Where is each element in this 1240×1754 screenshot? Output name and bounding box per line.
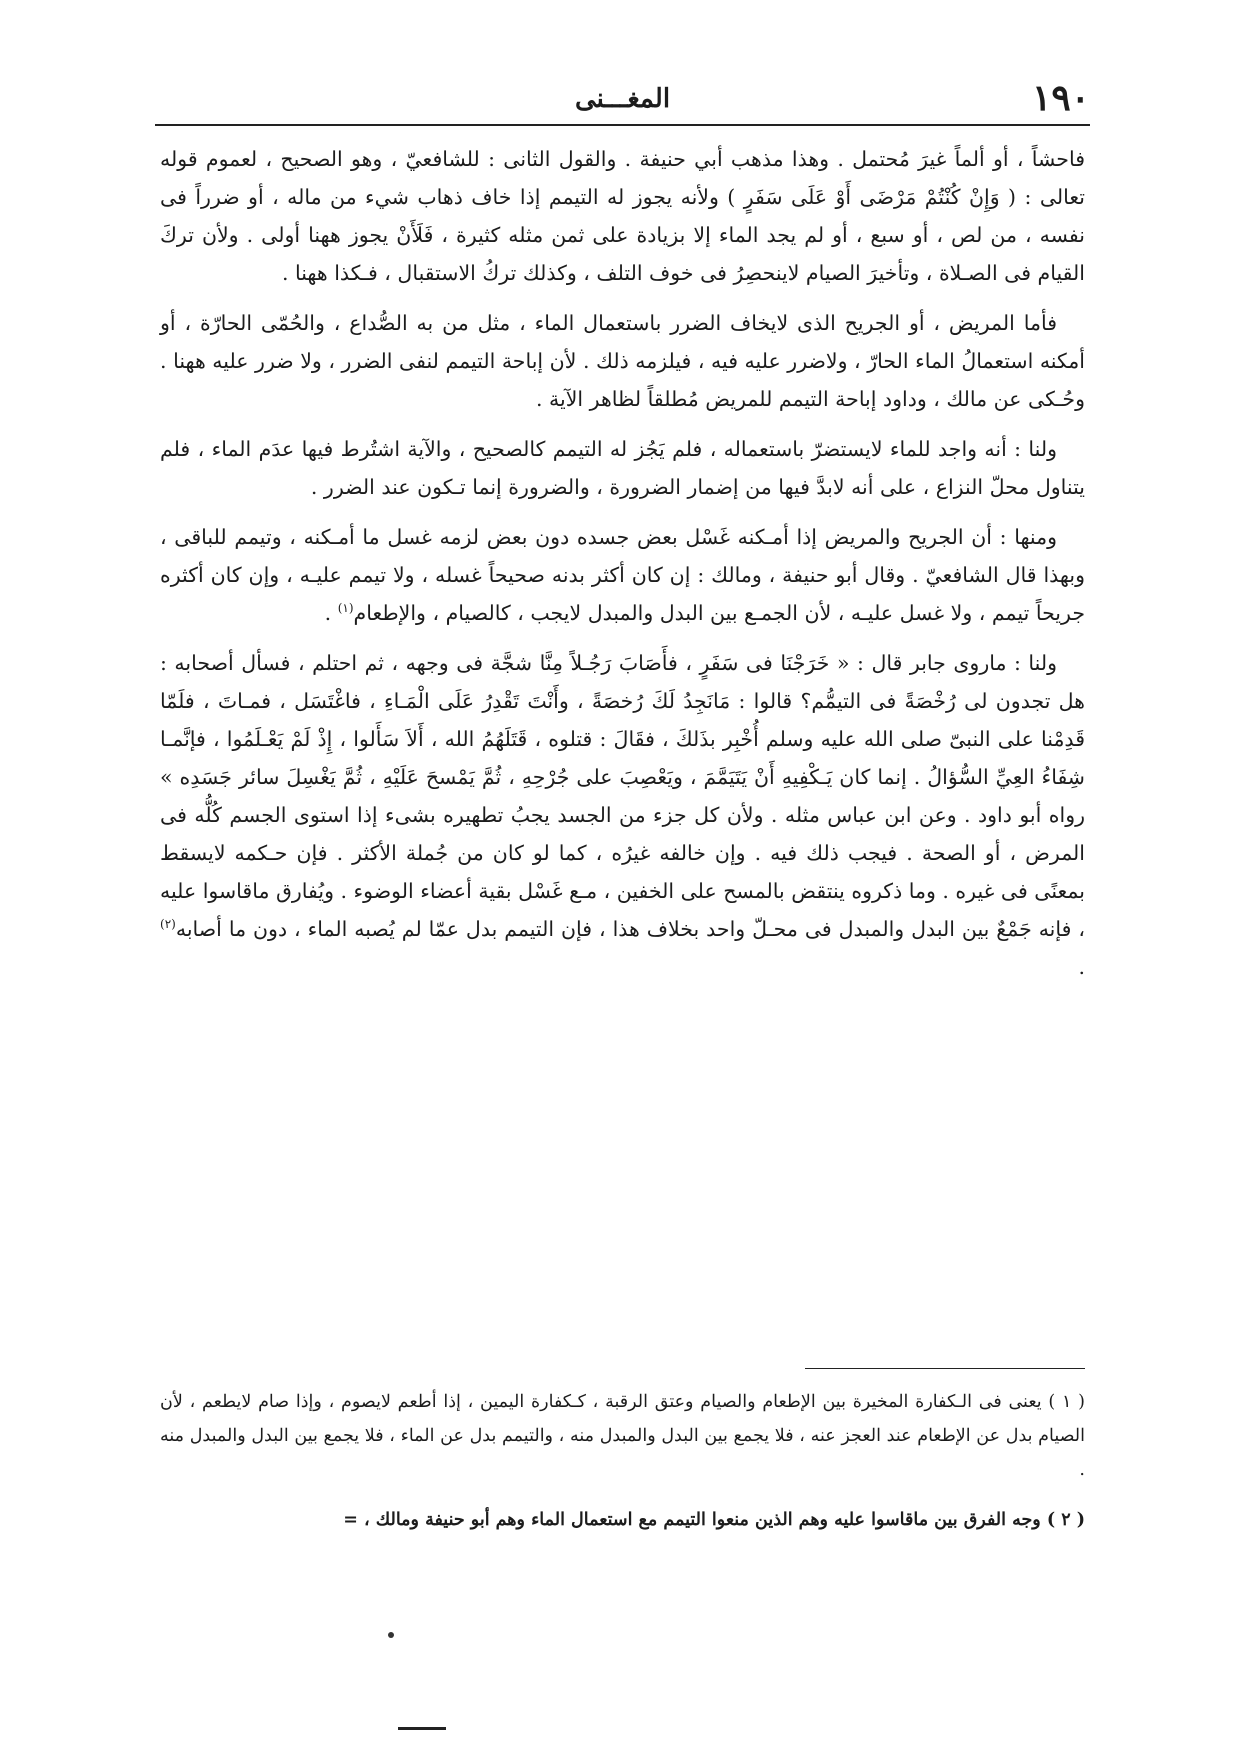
page-number: ١٩٠	[1031, 77, 1090, 119]
main-text	[160, 140, 1085, 998]
page-header	[155, 78, 1090, 118]
paragraph: ومنها : أن الجريح والمريض إذا أمـكنه غَسْل بعض جسده دون بعض لزمه غسل ما أمـكنه ، وتيمم للباقى ، وبهذا قال الشافعيّ . وقال أبو حنيفة ، ومالك : إن كان أكثر بدنه صحيحاً غسله ، ولا تيمم عليـه ، وإن كان أكثره جريحاً تيمم ، ولا غسل عليـه ، لأن الجمـع بين البدل والمبدل لايجب ، كالصيام ، والإطعام$^{(١)}$ .	[160, 525, 1085, 625]
paragraph: ولنا : ماروى جابر قال : « خَرَجْنَا فى سَفَرٍ ، فأَصَابَ رَجُـلاً مِنَّا شجَّة فى وجهه ، ثم احتلم ، فسأل أصحابه : هل تجدون لى رُخْصَةً فى التيمُّم؟ قالوا : مَانَجِدُ لَكَ رُخصَةً ، وأَنْتَ تَقْدِرُ عَلَى الْمَـاءِ ، فاغْتَسَل ، فمـاتَ ، فلَمّا قَدِمْنا على النبىّ صلى الله عليه وسلم أُخْبِر بذَلكَ ، فقَالَ : قتلوه ، قَتَلَهُمُ الله ، أَلاَ سَأَلوا ، إِذْ لَمْ يَعْـلَمُوا ، فإنَّمـا شِفَاءُ العِيِّ السُّؤالُ . إنما كان يَـكْفِيهِ أَنْ يَتَيَمَّمَ ، ويَعْصِبَ على جُرْحِهِ ، ثُمَّ يَمْسحَ عَلَيْهِ ، ثُمَّ يَغْسِلَ سائر جَسَدِه » رواه أبو داود . وعن ابن عباس مثله . ولأن كل جزء من الجسد يجبُ تطهيره بشىء إذا استوى الجسم كُلُّه فى المرض ، أو الصحة . فيجب ذلك فيه . وإن خالفه غيرُه ، كما لو كان من جُملة الأكثر . فإن حـكمه لايسقط بمعنًى فى غيره . وما ذكروه ينتقض بالمسح على الخفين ، مـع غَسْل بقية أعضاء الوضوء . ويُفارق ماقاسوا عليه ، فإنه جَمْعٌ بين البدل والمبدل فى محـلّ واحد بخلاف هذا ، فإن التيمم بدل عمّا لم يُصبه الماء ، دون ما أصابه$^{(٢)}$ .	[160, 651, 1085, 979]
footnote-ref: (١)	[337, 601, 354, 616]
paragraph: فاحشاً ، أو ألماً غيرَ مُحتمل . وهذا مذهب أبي حنيفة . والقول الثانى : للشافعيّ ، وهو الصحيح ، لعموم قوله تعالى : ( وَإِنْ كُنْتُمْ مَرْضَى أَوْ عَلَى سَفَرٍ ) ولأنه يجوز له التيمم إذا خاف ذهاب شيء من ماله ، أو ضرراً فى نفسه ، من لص ، أو سبع ، أو لم يجد الماء إلا بزيادة على ثمن مثله كثيرة ، فَلَأَنْ يجوز ههنا أولى . ولأن تركَ القيام فى الصـلاة ، وتأخيرَ الصيام لاينحصِرُ فى خوف التلف ، وكذلك تركُ الاستقبال ، فـكذا ههنا .	[160, 147, 1085, 285]
header-rule	[155, 124, 1090, 126]
ink-dot	[388, 1632, 394, 1638]
footnote-ref: (٢)	[160, 917, 176, 932]
footnote: ( ٢ ) وجه الفرق بين ماقاسوا عليه وهم الذين منعوا التيمم مع استعمال الماء وهم أبو حنيفة ومالك ، =	[343, 1510, 1085, 1530]
footnote: ( ١ ) يعنى فى الـكفارة المخيرة بين الإطعام والصيام وعتق الرقبة ، كـكفارة اليمين ، إذا أطعم لايصوم ، وإذا صام لايطعم ، لأن الصيام بدل عن الإطعام عند العجز عنه ، فلا يجمع بين البدل والمبدل منه ، والتيمم بدل عن الماء ، فلا يجمع بين البدل والمبدل منه .	[160, 1392, 1086, 1480]
paragraph: ولنا : أنه واجد للماء لايستضرّ باستعماله ، فلم يَجُز له التيمم كالصحيح ، والآية اشتُرط فيها عدَم الماء ، فلم يتناول محلّ النزاع ، على أنه لابدَّ فيها من إضمار الضرورة ، والضرورة إنما تـكون عند الضرر .	[160, 437, 1085, 499]
paragraph: فأما المريض ، أو الجريح الذى لايخاف الضرر باستعمال الماء ، مثل من به الصُّداع ، والحُمّى الحارّة ، أو أمكنه استعمالُ الماء الحارّ ، ولاضرر عليه فيه ، فيلزمه ذلك . لأن إباحة التيمم لنفى الضرر ، ولا ضرر عليه ههنا . وحُـكى عن مالك ، وداود إباحة التيمم للمريض مُطلقاً لظاهر الآية .	[160, 311, 1085, 411]
bottom-rule	[398, 1727, 446, 1730]
footnote-rule	[805, 1368, 1085, 1369]
footnotes	[160, 1385, 1085, 1553]
running-title: المغـــنى	[574, 84, 671, 114]
